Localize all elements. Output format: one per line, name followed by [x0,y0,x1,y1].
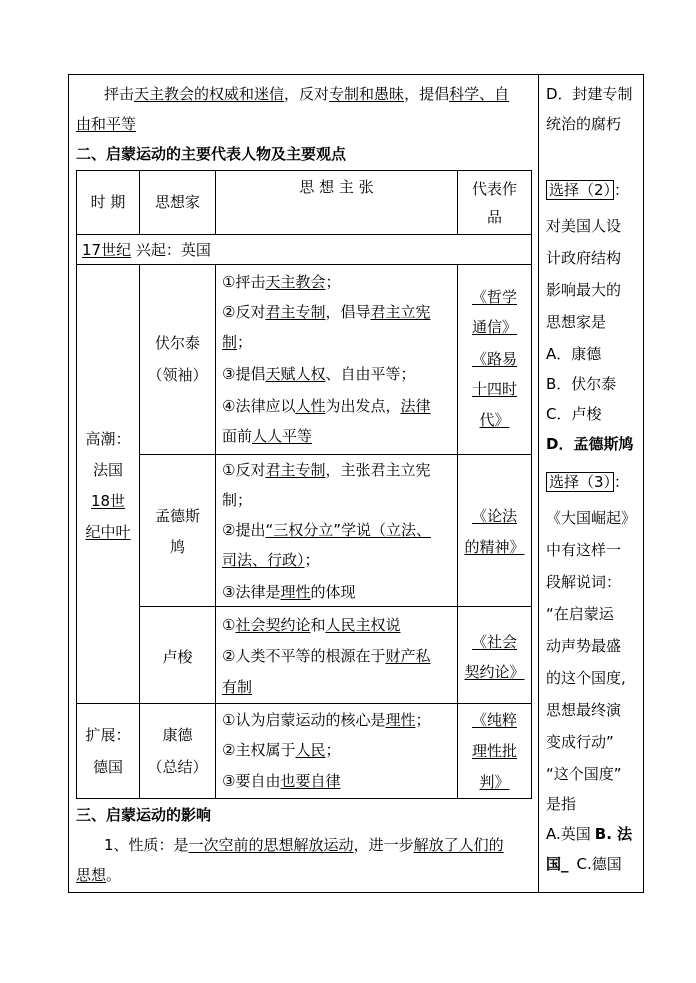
side-option-d-1: D．封建专制 [546,85,633,103]
voltaire-work-line [458,409,531,431]
kant-idea-2 [222,740,340,760]
thinker-montesquieu-name: 孟德斯 [154,507,200,525]
side-q2-option-d: D．孟德斯鸠 [546,435,634,453]
climax-label: 高潮： [85,430,131,448]
voltaire-idea-1 [222,272,340,292]
voltaire-idea-2 [222,302,431,322]
side-q3-options-2 [546,854,622,874]
montesquieu-work-line [458,536,531,558]
idea-text: ，倡导 [325,303,371,321]
side-option-d-2: 统治的腐朽 [546,115,622,133]
idea-text: 的体现 [310,583,356,601]
outer-bottom-border [68,892,644,893]
idea-underline: 法律 [400,397,431,415]
montesquieu-idea-3 [222,582,355,602]
idea-underline: 制 [222,333,238,351]
rousseau-idea-1 [222,615,401,635]
idea-text: 、自由平等； [325,365,416,383]
work-title: 《论法 [471,507,517,525]
idea-text: 为出发点， [325,397,401,415]
work-title: 契约论》 [464,663,525,681]
impact-line-2 [76,865,121,885]
side-q3-option-a: A.英国 [546,825,591,843]
idea-underline: 人民 [295,741,326,759]
header-works-2: 品 [486,208,502,226]
idea-text: ； [237,333,253,351]
work-title: 代》 [479,411,510,429]
header-works-1: 代表作 [471,180,517,198]
climax-period-text: 18世 [90,492,126,510]
side-q2-option-b: B．伏尔泰 [546,375,617,393]
intro-line-1 [104,84,509,104]
table-top-border [76,170,531,171]
table-left-border [76,170,77,799]
work-title: 判》 [479,773,510,791]
side-question-2-header [546,180,629,200]
table-row-divider [76,264,531,265]
side-q3-text: “在启蒙运 [546,605,614,623]
side-q3-text: 的这个国度, [546,669,626,687]
idea-text: ③提倡 [222,365,266,383]
rise-period: 17世纪 [82,241,132,259]
impact-text: ，进一步 [353,836,414,854]
section-2-title: 二、启蒙运动的主要代表人物及主要观点 [76,145,347,163]
idea-underline: 理性 [385,711,416,729]
table-row-divider [139,606,531,607]
thinker-rousseau-name: 卢梭 [162,648,193,666]
table-row-divider [139,454,531,455]
side-q3-text: 是指 [546,795,577,813]
rise-country: 兴起：英国 [131,241,211,259]
header-period: 时 期 [90,193,126,211]
idea-underline: 司法、行政） [222,551,305,569]
idea-underline: 人性 [295,397,326,415]
work-title: 理性批 [471,742,517,760]
intro-underline: 专制和愚昧 [329,85,405,103]
montesquieu-idea-2b [222,550,320,570]
rousseau-idea-2b [222,677,252,697]
side-q3-option-c: C.德国 [576,855,622,873]
voltaire-work-line [458,378,531,400]
work-title: 《路易 [471,350,517,368]
idea-underline: 天主教会 [265,273,326,291]
extension-country: 德国 [92,758,123,776]
idea-underline: 社会契约论 [235,616,311,634]
column-divider [538,74,539,893]
idea-text: ①抨击 [222,273,266,291]
side-q3-text: 《大国崛起》 [546,509,637,527]
idea-text: 面前 [222,427,253,445]
idea-text: ②提出 [222,521,266,539]
voltaire-work-line [458,316,531,338]
idea-underline: 人民主权说 [325,616,401,634]
question-3-label: 选择（3） [546,472,614,492]
thinker-kant-role: （总结） [147,758,208,776]
side-question-3-header [546,472,629,492]
side-q2-text: 计政府结构 [546,249,622,267]
idea-underline: 君主专制 [265,461,326,479]
side-q3-text: “这个国度” [546,765,622,783]
idea-text: ①反对 [222,461,266,479]
idea-underline: 君主立宪 [370,303,431,321]
voltaire-idea-4 [222,396,431,416]
rousseau-work-line [458,631,531,653]
idea-underline: 人人平等 [252,427,313,445]
idea-underline: 财产私 [385,647,431,665]
intro-text: ，反对 [284,85,330,103]
idea-text: ； [325,741,341,759]
impact-text: 1、性质：是 [104,836,189,854]
thinker-montesquieu-name-2: 鸠 [169,538,185,556]
idea-text: ① [222,616,236,634]
thinker-voltaire-role: （领袖） [147,366,208,384]
table-right-border [531,170,532,799]
climax-period-1 [77,490,139,512]
kant-work-line [458,709,531,731]
outer-top-border [68,74,644,75]
side-q3-options [546,824,632,844]
impact-text: 。 [106,866,122,884]
idea-text: ②反对 [222,303,266,321]
work-title: 的精神》 [464,538,525,556]
outer-left-border [68,74,69,893]
intro-text: 抨击 [104,85,135,103]
work-title: 十四时 [471,380,517,398]
montesquieu-idea-1 [222,460,430,480]
kant-idea-3 [222,771,340,791]
work-title: 《社会 [471,633,517,651]
side-q2-text: 影响最大的 [546,281,622,299]
impact-underline: 解放了人们的 [413,836,504,854]
climax-period-text: 纪中叶 [85,523,131,541]
voltaire-work-line [458,286,531,308]
side-q3-text: 变成行动” [546,733,614,751]
kant-work-line [458,771,531,793]
intro-underline: 天主教会的权威和迷信 [134,85,285,103]
table-bottom-border [76,798,531,799]
impact-line-1 [104,835,504,855]
kant-work-line [458,740,531,762]
voltaire-idea-4b [222,426,312,446]
idea-underline: 也要自律 [280,772,341,790]
side-q2-text: 对美国人设 [546,217,622,235]
side-q3-text: 中有这样一 [546,541,622,559]
montesquieu-work-line [458,505,531,527]
header-ideas: 思 想 主 张 [299,178,374,196]
idea-text: ②主权属于 [222,741,296,759]
impact-underline: 思想 [76,866,107,884]
idea-text: ③要自由 [222,772,281,790]
kant-idea-1 [222,710,430,730]
side-q3-text: 段解说词： [546,573,622,591]
idea-text: ④法律应以 [222,397,296,415]
thinker-voltaire-name: 伏尔泰 [154,334,200,352]
intro-text: ，提倡 [404,85,450,103]
idea-underline: “三权分立”学说（立法、 [265,521,431,539]
idea-underline: 天赋人权 [265,365,326,383]
climax-country: 法国 [92,461,123,479]
table-header-bottom [76,234,531,235]
thinker-kant-name: 康德 [162,726,193,744]
idea-underline: 理性 [280,583,311,601]
work-title: 《哲学 [471,288,517,306]
idea-underline: 君主专制 [265,303,326,321]
idea-text: ； [304,551,320,569]
montesquieu-idea-1b: 制； [222,491,253,509]
intro-line-2 [76,114,136,134]
side-q3-text: 动声势最盛 [546,637,622,655]
intro-underline: 科学、自 [449,85,510,103]
section-3-title: 三、启蒙运动的影响 [76,806,212,824]
idea-text: ③法律是 [222,583,281,601]
side-q2-text: 思想家是 [546,313,607,331]
side-q3-option-b-cont: 国_ [546,855,569,873]
side-q3-option-b: B. 法 [594,825,633,843]
voltaire-idea-3 [222,364,415,384]
voltaire-work-line [458,348,531,370]
work-title: 《纯粹 [471,711,517,729]
idea-text: 和 [310,616,326,634]
table-col-divider [215,264,216,799]
work-title: 通信》 [471,318,517,336]
side-q2-option-a: A．康德 [546,345,602,363]
question-2-label: 选择（2） [546,180,614,200]
idea-underline: 有制 [222,678,253,696]
outer-right-border [643,74,644,893]
montesquieu-idea-2 [222,520,431,540]
idea-text: ②人类不平等的根源在于 [222,647,386,665]
climax-period-2 [77,521,139,543]
idea-text: ，主张君主立宪 [325,461,431,479]
rousseau-idea-2 [222,646,430,666]
idea-text: ； [415,711,431,729]
rise-row [82,240,211,260]
idea-text: ； [325,273,341,291]
table-row-divider [76,703,531,704]
impact-underline: 一次空前的思想解放运动 [188,836,354,854]
header-thinker: 思想家 [154,193,200,211]
side-q2-option-c: C．卢梭 [546,405,602,423]
extension-label: 扩展： [85,726,131,744]
rousseau-work-line [458,661,531,683]
question-2-colon: ： [614,181,630,199]
question-3-colon: ： [614,473,630,491]
idea-text: ①认为启蒙运动的核心是 [222,711,386,729]
side-q3-text: 思想最终演 [546,701,622,719]
voltaire-idea-2b [222,332,252,352]
intro-underline: 由和平等 [76,115,137,133]
